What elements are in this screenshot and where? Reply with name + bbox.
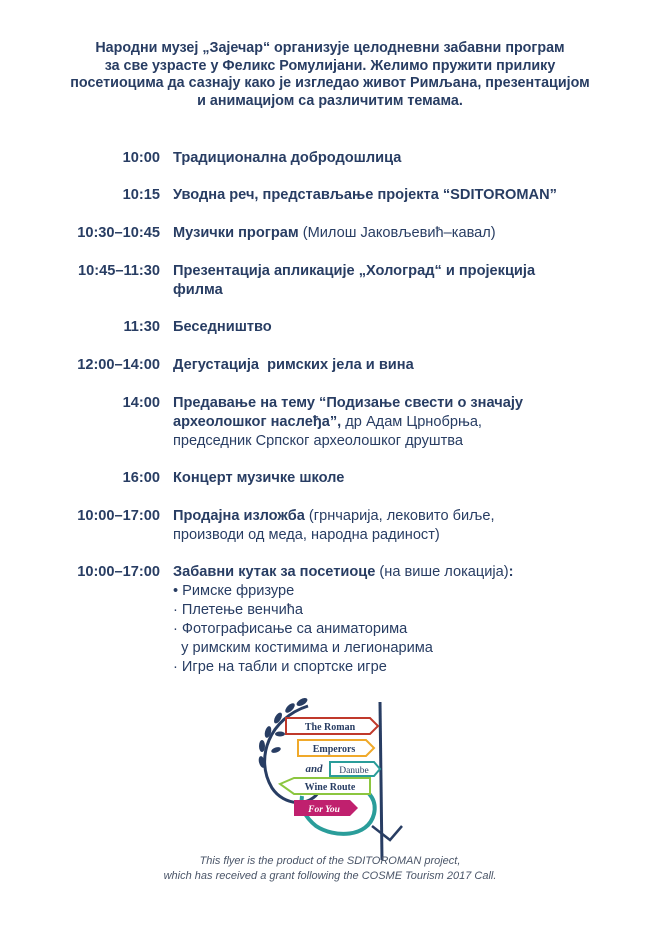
schedule-time: 12:00–14:00 (77, 357, 160, 373)
sign-text: For You (308, 805, 340, 815)
signpost-fork (372, 826, 402, 840)
schedule-title: Уводна реч, представљање пројекта “SDITOROMAN” (173, 187, 557, 203)
signpost-pole (380, 702, 382, 860)
roman-emperors-logo (250, 688, 420, 868)
schedule-description (173, 563, 593, 677)
intro-line: посетиоцима да сазнају како је изгледао живот Римљана, презентацијом (70, 75, 590, 92)
schedule-title: Беседништво (173, 319, 272, 335)
schedule-description (173, 149, 593, 168)
intro-line: за све узрасте у Феликс Ромулијани. Желимо пружити прилику (104, 57, 556, 74)
schedule-title-continued: филма (173, 282, 223, 298)
schedule-note: (грнчарија, лековито биље, (304, 508, 495, 524)
sign-text: The Roman (304, 722, 356, 733)
sign-text: Emperors (312, 744, 356, 755)
schedule-title: Дегустација римских јела и вина (173, 357, 414, 373)
schedule-description (173, 318, 593, 337)
sign-text: Danube (339, 766, 369, 776)
footer-line: which has received a grant following the COSME Tourism 2017 Call. (163, 870, 497, 882)
schedule-title: Предавање на тему “Подизање свести о значају (173, 395, 523, 411)
schedule-description (173, 469, 593, 488)
schedule-time: 10:00–17:00 (77, 564, 160, 580)
schedule-title: Музички програм (173, 225, 299, 241)
intro-line: и анимацијом са различитим темама. (197, 92, 463, 109)
schedule-description (173, 262, 593, 300)
list-item: у римским костимима и легионарима (173, 640, 433, 656)
schedule-time: 16:00 (122, 470, 160, 486)
list-item: • Римске фризуре (173, 583, 295, 599)
footer-line: This flyer is the product of the SDITOROMAN project, (199, 855, 461, 867)
sign-text: Wine Route (304, 782, 356, 793)
list-item: · Плетење венчића (173, 602, 303, 618)
schedule-note-continued: производи од меда, народна радиност) (173, 527, 440, 543)
schedule-time: 11:30 (123, 319, 160, 335)
schedule-description (173, 224, 593, 243)
schedule-time: 10:45–11:30 (78, 263, 160, 279)
schedule-title: Презентација апликације „Холоград“ и пројекција (173, 263, 536, 279)
intro-line: Народни музеј „Зајечар“ организује целодневни забавни програм (95, 40, 565, 56)
schedule-note: др Адам Црнобрња, (341, 414, 482, 430)
footer-note (0, 854, 660, 884)
schedule-time: 10:00–17:00 (77, 508, 160, 524)
schedule-title: Традиционална добродошлица (173, 150, 402, 166)
schedule-time: 14:00 (122, 395, 160, 411)
schedule-description (173, 507, 593, 545)
schedule-time: 10:00 (122, 150, 160, 166)
schedule-title: Продајна изложба (173, 508, 305, 524)
list-item: · Игре на табли и спортске игре (173, 659, 387, 675)
schedule-description (173, 356, 593, 375)
logo-and-text: and (305, 763, 323, 775)
schedule-time: 10:15 (122, 187, 160, 203)
schedule-time: 10:30–10:45 (77, 225, 160, 241)
schedule-title-continued: археолошког наслеђа”, (173, 414, 342, 430)
schedule-note: (Милош Јаковљевић–кавал) (298, 225, 496, 241)
schedule-description (173, 394, 593, 451)
schedule-title: Концерт музичке школе (173, 470, 345, 486)
schedule-description (173, 186, 593, 205)
schedule-colon: : (508, 564, 514, 580)
list-item: · Фотографисање са аниматорима (173, 621, 408, 637)
intro-paragraph (40, 40, 620, 110)
schedule-note-continued: председник Српског археолошког друштва (173, 433, 464, 449)
schedule-note: (на више локација) (375, 564, 509, 580)
schedule-title: Забавни кутак за посетиоце (173, 564, 376, 580)
